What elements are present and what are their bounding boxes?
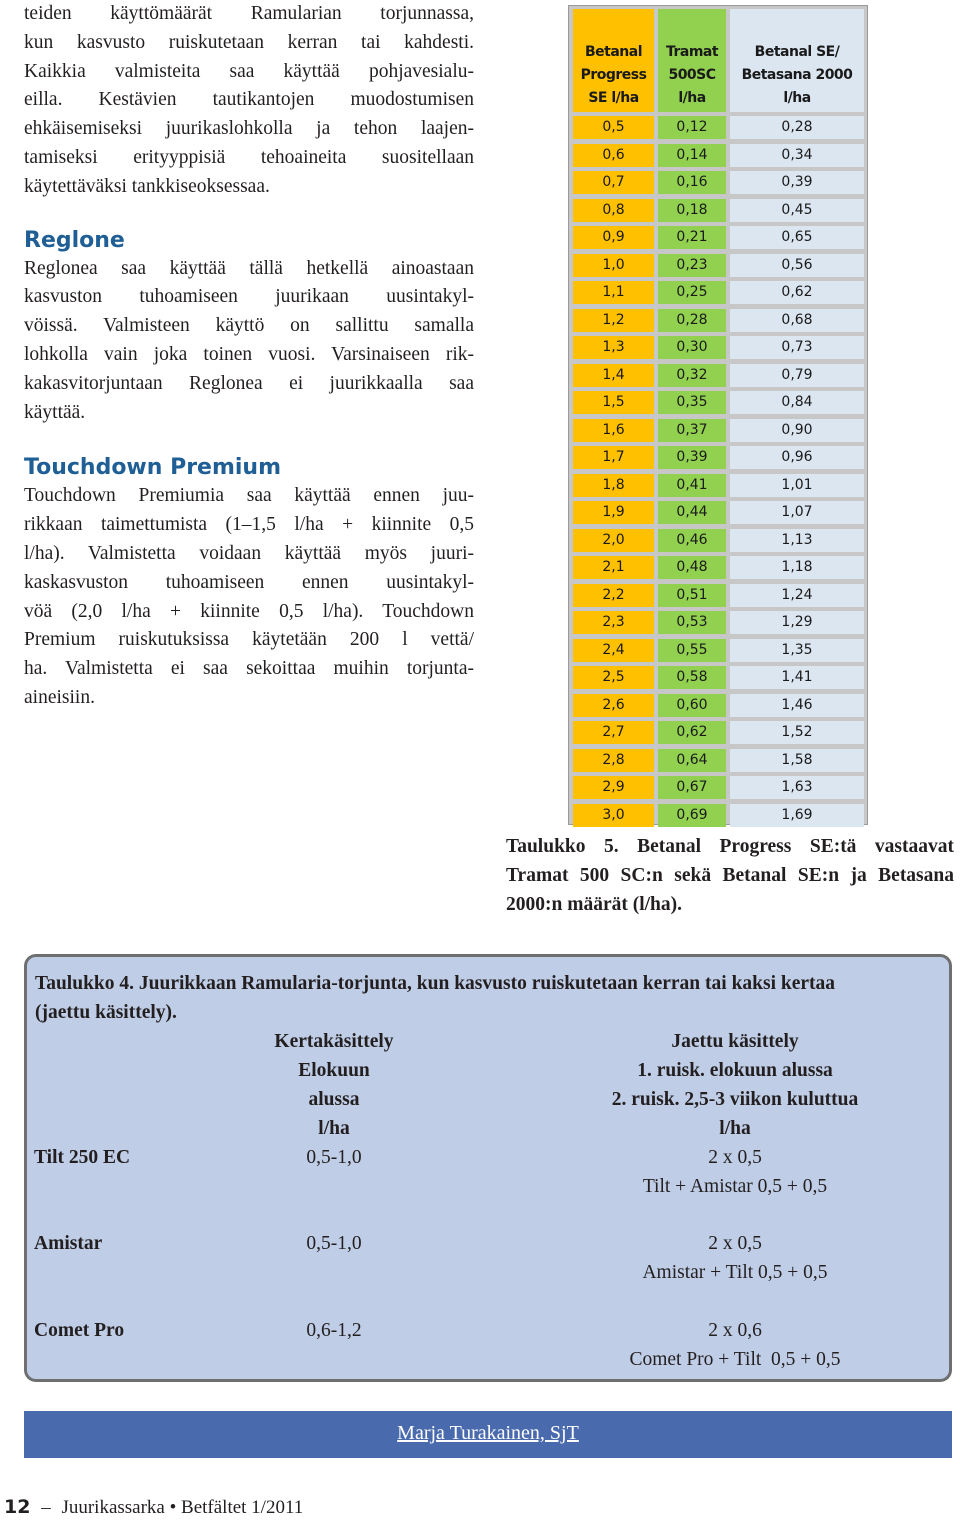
table5-cell: 1,5 [573,391,654,414]
table5-cell: 1,63 [730,776,864,799]
row-split-mix-tilt: Tilt + Amistar 0,5 + 0,5 [642,1176,828,1197]
section-heading-touchdown: Touchdown Premium [24,455,282,481]
table5-cell: 2,6 [573,694,654,717]
header-line: l/ha [678,90,706,106]
table5-cell: 3,0 [573,804,654,827]
table5-cell: 0,73 [730,336,864,359]
text-line: rikkaan taimettumista (1–1,5 l/ha + kiinnite 0,5 [24,514,474,536]
caption-line: Taulukko 5. Betanal Progress SE:tä vastaavat [506,836,954,857]
text-line: tamiseksi erityyppisiä tehoaineita suositellaan [24,146,474,168]
table5-cell: 2,0 [573,529,654,552]
table5-cell: 1,01 [730,474,864,497]
table5-cell: 0,28 [658,309,726,332]
table5-cell: 0,39 [730,171,864,194]
table5-cell: 0,67 [658,776,726,799]
table5-cell: 1,58 [730,749,864,772]
row-single-tilt: 0,5-1,0 [306,1147,362,1168]
table5-cell: 0,14 [658,144,726,167]
header-line: Betanal SE/ [754,44,840,60]
table5-cell: 0,62 [658,721,726,744]
table5-cell: 1,6 [573,419,654,442]
table5-cell: 1,2 [573,309,654,332]
text-line: teiden käyttömäärät Ramularian torjunnassa, [24,3,474,24]
table5-cell: 0,51 [658,584,726,607]
row-split-amistar: 2 x 0,5 [708,1233,762,1254]
table5-header-betanal-progress [573,9,654,112]
text-line: kun kasvusto ruiskutetaan kerran tai kahdesti. [24,31,474,53]
text-line: kakasvitorjuntaan Reglonea ei juurikkaalla saa [24,372,474,394]
table5-cell: 2,1 [573,556,654,579]
col2-header-line: 2. ruisk. 2,5-3 viikon kuluttua [611,1089,859,1110]
row-name-comet-pro: Comet Pro [34,1320,125,1341]
header-line: l/ha [783,90,811,106]
section-heading-reglone: Reglone [24,227,125,253]
table5-cell: 0,56 [730,254,864,277]
header-line: Tramat [665,44,719,60]
table5-caption [506,832,954,919]
table5-cell: 0,32 [658,364,726,387]
table5-cell: 0,96 [730,446,864,469]
row-name-amistar: Amistar [34,1233,103,1254]
table5-cell: 0,5 [573,116,654,139]
text-line: käytettäväksi tankkiseoksessaa. [24,175,270,197]
col1-header-line: l/ha [318,1118,350,1139]
header-line: Progress [580,67,647,83]
touchdown-paragraph [24,482,474,712]
table5-cell: 1,24 [730,584,864,607]
table5-cell: 0,25 [658,281,726,304]
table5-cell: 0,44 [658,501,726,524]
text-line: Premium ruiskutuksissa käytetään 200 l vettä/ [24,629,474,651]
table5-cell: 0,90 [730,419,864,442]
header-line: SE l/ha [588,90,639,106]
page-footer [4,1494,303,1521]
table5-cell: 2,7 [573,721,654,744]
col2-header-line: 1. ruisk. elokuun alussa [637,1060,833,1081]
text-line: ha. Valmistetta ei saa sekoittaa muihin torjunta- [24,658,474,680]
table5-cell: 1,07 [730,501,864,524]
table5-cell: 1,29 [730,611,864,634]
table5-cell: 1,4 [573,364,654,387]
text-line: Touchdown Premiumia saa käyttää ennen juu- [24,485,474,507]
text-line: Reglonea saa käyttää tällä hetkellä ainoastaan [24,257,474,279]
table5-cell: 1,69 [730,804,864,827]
table5-cell: 0,34 [730,144,864,167]
text-line: ehkäisemiseksi juurikaslohkolla ja tehon laajen- [24,118,474,140]
table5-cell: 0,68 [730,309,864,332]
table5-cell: 0,39 [658,446,726,469]
text-line: kaskasvuston tuhoamiseen ennen uusintakyl- [24,571,474,593]
left-column [24,0,474,713]
footer-dash: – [41,1497,51,1518]
table5-cell: 2,5 [573,666,654,689]
table5-cell: 0,37 [658,419,726,442]
caption-line: Taulukko 4. Juurikkaan Ramularia-torjunta, kun kasvusto ruiskutetaan kerran tai kaksi kertaa [35,973,836,994]
text-line: l/ha). Valmistetta voidaan käyttää myös juuri- [24,542,474,564]
table5-cell: 0,79 [730,364,864,387]
table5-cell: 0,12 [658,116,726,139]
text-line: aineisiin. [24,686,95,708]
row-split-mix-comet-pro: Comet Pro + Tilt 0,5 + 0,5 [629,1349,841,1370]
header-line: 500SC [668,67,716,83]
table5-cell: 1,52 [730,721,864,744]
table5-cell: 1,35 [730,639,864,662]
table5-cell: 0,65 [730,226,864,249]
publication-name: Juurikassarka • Betfältet 1/2011 [61,1497,304,1518]
caption-line: 2000:n määrät (l/ha). [506,894,683,915]
table5-cell: 0,28 [730,116,864,139]
table5-cell: 0,23 [658,254,726,277]
table5-cell: 0,46 [658,529,726,552]
text-line: käyttää. [24,401,86,423]
text-line: vöä (2,0 l/ha + kiinnite 0,5 l/ha). Touchdown [24,600,474,622]
table5-cell: 0,84 [730,391,864,414]
row-single-comet-pro: 0,6-1,2 [306,1320,362,1341]
author-link[interactable]: Marja Turakainen, SjT [397,1422,579,1444]
table5-cell: 0,30 [658,336,726,359]
table5-cell: 0,45 [730,199,864,222]
table5-header-betanal-se [730,9,864,112]
row-single-amistar: 0,5-1,0 [306,1233,362,1254]
row-split-comet-pro: 2 x 0,6 [708,1320,762,1341]
intro-paragraph [24,0,474,202]
table5-cell: 1,8 [573,474,654,497]
table5-cell: 0,64 [658,749,726,772]
header-line: Betasana 2000 [741,67,853,83]
col1-header-line: Kertakäsittely [274,1031,394,1052]
table5-cell: 0,60 [658,694,726,717]
table5-cell: 0,7 [573,171,654,194]
table5-cell: 0,58 [658,666,726,689]
col2-header-line: Jaettu käsittely [671,1031,799,1052]
table5-cell: 0,21 [658,226,726,249]
caption-line: (jaettu käsittely). [35,1002,177,1023]
table5-cell: 1,0 [573,254,654,277]
text-line: eilla. Kestävien tautikantojen muodostumisen [24,89,474,111]
table5-cell: 1,46 [730,694,864,717]
table5-cell: 0,55 [658,639,726,662]
page-number: 12 [4,1496,31,1518]
caption-line: Tramat 500 SC:n sekä Betanal SE:n ja Betasana [506,865,954,886]
table4 [24,954,952,1382]
col1-header-line: alussa [308,1089,360,1110]
table5-cell: 0,8 [573,199,654,222]
col1-header-line: Elokuun [298,1060,370,1081]
table5-cell: 1,7 [573,446,654,469]
row-name-tilt: Tilt 250 EC [34,1147,131,1168]
row-split-mix-amistar: Amistar + Tilt 0,5 + 0,5 [642,1262,828,1283]
table5-cell: 1,13 [730,529,864,552]
table5-cell: 0,41 [658,474,726,497]
table5-header-tramat [658,9,726,112]
table5-cell: 2,8 [573,749,654,772]
table5-cell: 1,18 [730,556,864,579]
table5-cell: 2,3 [573,611,654,634]
author-bar [24,1411,952,1458]
text-line: Kaikkia valmisteita saa käyttää pohjavesialu- [24,60,474,82]
table4-caption [35,969,945,1027]
table5-cell: 1,9 [573,501,654,524]
table5-cell: 0,9 [573,226,654,249]
header-line: Betanal [584,44,643,60]
table5-cell: 0,62 [730,281,864,304]
text-line: kasvuston tuhoamiseen juurikaan uusintakyl- [24,286,474,308]
col2-header-line: l/ha [719,1118,751,1139]
table5-cell: 0,18 [658,199,726,222]
table5-cell: 0,16 [658,171,726,194]
text-line: vöissä. Valmisteen käyttö on sallittu samalla [24,315,474,337]
table5-cell: 2,4 [573,639,654,662]
table5-cell: 1,1 [573,281,654,304]
table5-cell: 2,2 [573,584,654,607]
table5-cell: 0,6 [573,144,654,167]
table5-cell: 0,69 [658,804,726,827]
table5-cell: 1,3 [573,336,654,359]
table5-cell: 0,48 [658,556,726,579]
table5-cell: 2,9 [573,776,654,799]
table5-cell: 0,53 [658,611,726,634]
table5-cell: 0,35 [658,391,726,414]
table5 [568,5,868,825]
reglone-paragraph [24,255,474,428]
text-line: lohkolla vain joka toinen vuosi. Varsinaiseen rik- [24,343,474,365]
table5-cell: 1,41 [730,666,864,689]
row-split-tilt: 2 x 0,5 [708,1147,762,1168]
